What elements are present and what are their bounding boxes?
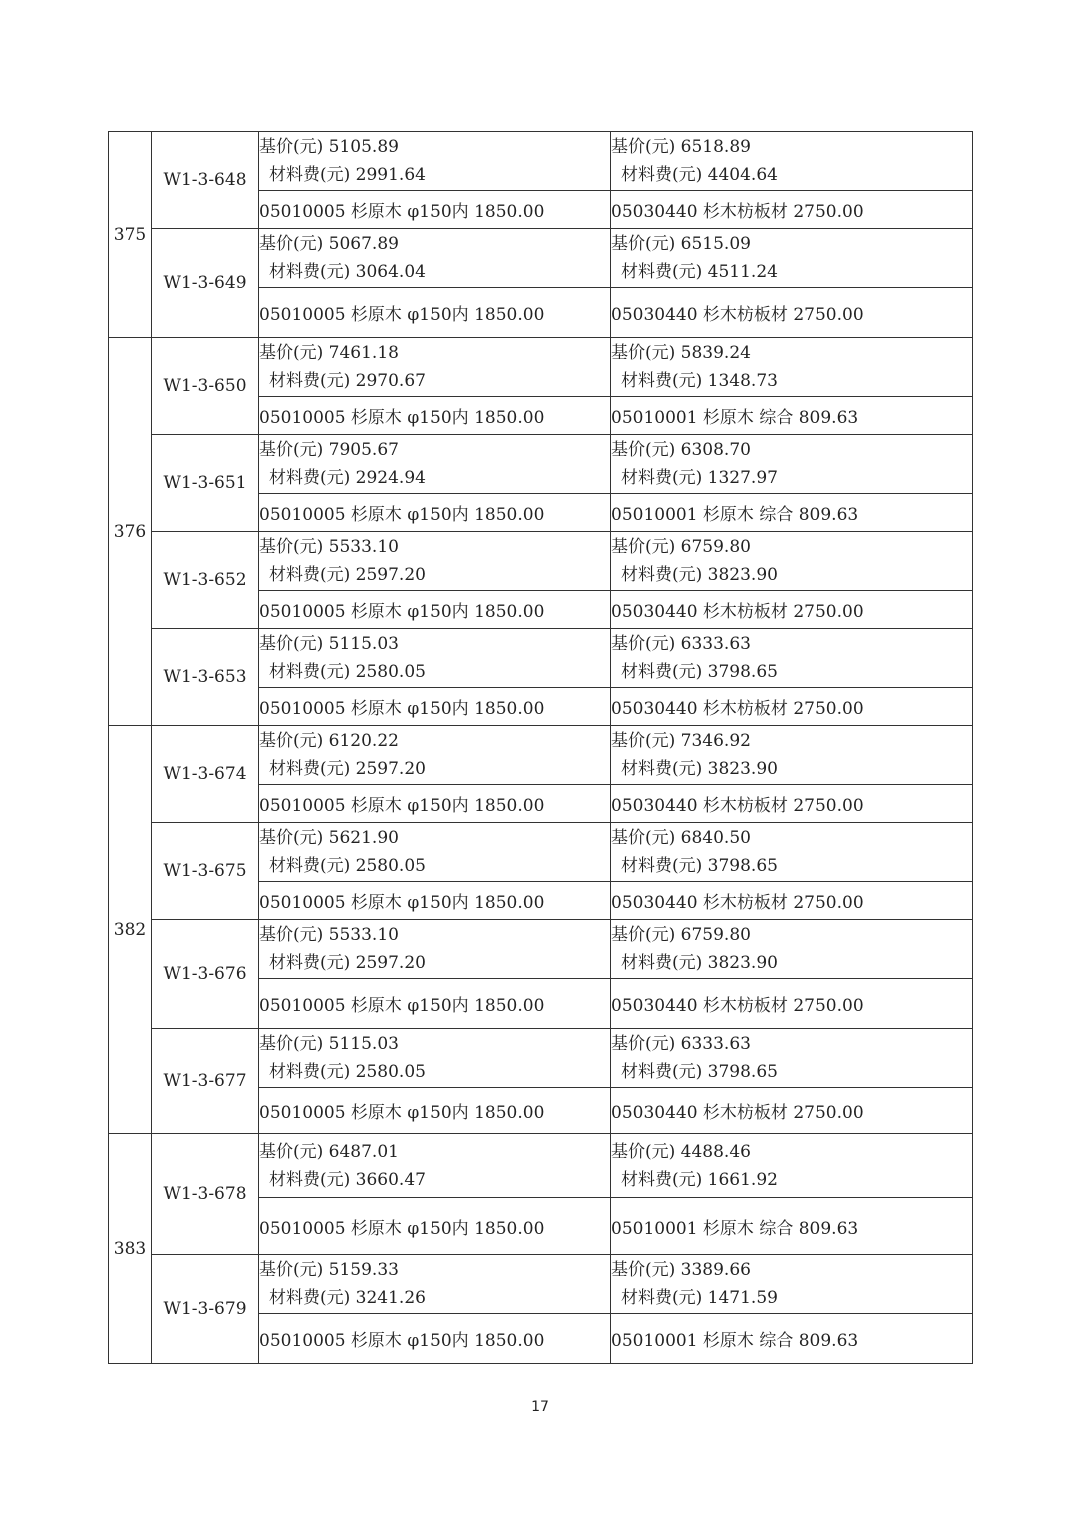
left-price-cell xyxy=(259,1029,611,1088)
right-material-item: 05010001 杉原木 综合 809.63 xyxy=(611,494,973,532)
group-number: 383 xyxy=(109,1134,152,1364)
right-material-cost: 材料费(元) 3823.90 xyxy=(621,953,778,973)
quota-code: W1-3-652 xyxy=(152,532,259,629)
right-price-cell xyxy=(611,726,973,785)
quota-code: W1-3-675 xyxy=(152,823,259,920)
right-base-price: 基价(元) 3389.66 xyxy=(611,1260,751,1280)
right-material-cost: 材料费(元) 1348.73 xyxy=(621,371,778,391)
left-price-cell xyxy=(259,726,611,785)
quota-code: W1-3-674 xyxy=(152,726,259,823)
right-base-price: 基价(元) 6333.63 xyxy=(611,634,751,654)
right-material-cost: 材料费(元) 3798.65 xyxy=(621,1062,778,1082)
entry-price-row xyxy=(109,229,973,288)
quota-code: W1-3-653 xyxy=(152,629,259,726)
entry-price-row xyxy=(109,532,973,591)
left-material-item: 05010005 杉原木 φ150内 1850.00 xyxy=(259,191,611,229)
left-material-item: 05010005 杉原木 φ150内 1850.00 xyxy=(259,1314,611,1364)
left-base-price: 基价(元) 5105.89 xyxy=(259,137,399,157)
right-material-cost: 材料费(元) 1471.59 xyxy=(621,1288,778,1308)
entry-price-row xyxy=(109,1255,973,1314)
left-material-cost: 材料费(元) 2597.20 xyxy=(269,953,426,973)
right-material-item: 05030440 杉木枋板材 2750.00 xyxy=(611,191,973,229)
quota-code: W1-3-677 xyxy=(152,1029,259,1134)
right-price-cell xyxy=(611,823,973,882)
left-base-price: 基价(元) 6487.01 xyxy=(259,1141,399,1162)
left-price-cell xyxy=(259,338,611,397)
right-base-price: 基价(元) 7346.92 xyxy=(611,731,751,751)
left-material-item: 05010005 杉原木 φ150内 1850.00 xyxy=(259,397,611,435)
right-price-cell xyxy=(611,229,973,288)
left-price-cell xyxy=(259,823,611,882)
left-material-cost: 材料费(元) 3241.26 xyxy=(269,1288,426,1308)
right-price-cell xyxy=(611,132,973,191)
right-base-price: 基价(元) 6759.80 xyxy=(611,925,751,945)
right-material-item: 05030440 杉木枋板材 2750.00 xyxy=(611,591,973,629)
left-material-item: 05010005 杉原木 φ150内 1850.00 xyxy=(259,688,611,726)
left-base-price: 基价(元) 5533.10 xyxy=(259,537,399,557)
entry-price-row xyxy=(109,726,973,785)
left-material-item: 05010005 杉原木 φ150内 1850.00 xyxy=(259,591,611,629)
right-price-cell xyxy=(611,629,973,688)
left-base-price: 基价(元) 5067.89 xyxy=(259,234,399,254)
right-material-item: 05030440 杉木枋板材 2750.00 xyxy=(611,688,973,726)
group-number: 376 xyxy=(109,338,152,726)
left-material-cost: 材料费(元) 3064.04 xyxy=(269,262,426,282)
group-number: 375 xyxy=(109,132,152,338)
right-base-price: 基价(元) 6840.50 xyxy=(611,828,751,848)
left-material-cost: 材料费(元) 2597.20 xyxy=(269,759,426,779)
right-base-price: 基价(元) 5839.24 xyxy=(611,343,751,363)
quota-code: W1-3-679 xyxy=(152,1255,259,1364)
right-material-item: 05030440 杉木枋板材 2750.00 xyxy=(611,1088,973,1134)
left-price-cell xyxy=(259,132,611,191)
quota-code: W1-3-648 xyxy=(152,132,259,229)
left-base-price: 基价(元) 5533.10 xyxy=(259,925,399,945)
quota-table-body xyxy=(109,132,973,1364)
right-base-price: 基价(元) 6518.89 xyxy=(611,137,751,157)
left-price-cell xyxy=(259,629,611,688)
entry-price-row xyxy=(109,338,973,397)
left-price-cell xyxy=(259,1134,611,1198)
right-material-cost: 材料费(元) 1661.92 xyxy=(621,1169,778,1190)
entry-price-row xyxy=(109,132,973,191)
right-material-item: 05010001 杉原木 综合 809.63 xyxy=(611,1198,973,1255)
right-base-price: 基价(元) 6759.80 xyxy=(611,537,751,557)
right-base-price: 基价(元) 6515.09 xyxy=(611,234,751,254)
right-price-cell xyxy=(611,435,973,494)
quota-table xyxy=(108,131,973,1364)
right-price-cell xyxy=(611,920,973,979)
group-number: 382 xyxy=(109,726,152,1134)
right-material-item: 05030440 杉木枋板材 2750.00 xyxy=(611,979,973,1029)
right-price-cell xyxy=(611,1029,973,1088)
right-material-item: 05030440 杉木枋板材 2750.00 xyxy=(611,882,973,920)
left-material-cost: 材料费(元) 2924.94 xyxy=(269,468,426,488)
left-base-price: 基价(元) 6120.22 xyxy=(259,731,399,751)
left-material-cost: 材料费(元) 2580.05 xyxy=(269,856,426,876)
left-material-cost: 材料费(元) 2991.64 xyxy=(269,165,426,185)
left-base-price: 基价(元) 7461.18 xyxy=(259,343,399,363)
left-base-price: 基价(元) 5115.03 xyxy=(259,634,399,654)
left-price-cell xyxy=(259,1255,611,1314)
left-price-cell xyxy=(259,920,611,979)
entry-price-row xyxy=(109,920,973,979)
left-material-item: 05010005 杉原木 φ150内 1850.00 xyxy=(259,882,611,920)
left-material-item: 05010005 杉原木 φ150内 1850.00 xyxy=(259,288,611,338)
quota-code: W1-3-678 xyxy=(152,1134,259,1255)
right-material-item: 05030440 杉木枋板材 2750.00 xyxy=(611,785,973,823)
right-base-price: 基价(元) 6308.70 xyxy=(611,440,751,460)
left-base-price: 基价(元) 5621.90 xyxy=(259,828,399,848)
left-material-cost: 材料费(元) 2970.67 xyxy=(269,371,426,391)
left-base-price: 基价(元) 7905.67 xyxy=(259,440,399,460)
left-material-item: 05010005 杉原木 φ150内 1850.00 xyxy=(259,979,611,1029)
entry-price-row xyxy=(109,823,973,882)
right-price-cell xyxy=(611,532,973,591)
right-price-cell xyxy=(611,338,973,397)
quota-code: W1-3-650 xyxy=(152,338,259,435)
right-material-cost: 材料费(元) 3798.65 xyxy=(621,662,778,682)
right-base-price: 基价(元) 4488.46 xyxy=(611,1141,751,1162)
right-material-cost: 材料费(元) 4511.24 xyxy=(621,262,778,282)
right-material-item: 05030440 杉木枋板材 2750.00 xyxy=(611,288,973,338)
right-material-cost: 材料费(元) 1327.97 xyxy=(621,468,778,488)
left-material-cost: 材料费(元) 3660.47 xyxy=(269,1169,426,1190)
left-material-item: 05010005 杉原木 φ150内 1850.00 xyxy=(259,1088,611,1134)
quota-code: W1-3-676 xyxy=(152,920,259,1029)
entry-price-row xyxy=(109,435,973,494)
left-price-cell xyxy=(259,229,611,288)
right-material-cost: 材料费(元) 3798.65 xyxy=(621,856,778,876)
left-material-item: 05010005 杉原木 φ150内 1850.00 xyxy=(259,494,611,532)
left-price-cell xyxy=(259,435,611,494)
left-material-cost: 材料费(元) 2597.20 xyxy=(269,565,426,585)
right-material-cost: 材料费(元) 3823.90 xyxy=(621,759,778,779)
right-material-item: 05010001 杉原木 综合 809.63 xyxy=(611,397,973,435)
right-price-cell xyxy=(611,1255,973,1314)
entry-price-row xyxy=(109,1134,973,1198)
entry-price-row xyxy=(109,629,973,688)
right-material-item: 05010001 杉原木 综合 809.63 xyxy=(611,1314,973,1364)
left-material-cost: 材料费(元) 2580.05 xyxy=(269,662,426,682)
left-material-item: 05010005 杉原木 φ150内 1850.00 xyxy=(259,785,611,823)
page-number: 17 xyxy=(531,1399,549,1415)
left-material-item: 05010005 杉原木 φ150内 1850.00 xyxy=(259,1198,611,1255)
entry-price-row xyxy=(109,1029,973,1088)
left-base-price: 基价(元) 5159.33 xyxy=(259,1260,399,1280)
quota-code: W1-3-651 xyxy=(152,435,259,532)
left-price-cell xyxy=(259,532,611,591)
quota-code: W1-3-649 xyxy=(152,229,259,338)
right-material-cost: 材料费(元) 4404.64 xyxy=(621,165,778,185)
left-material-cost: 材料费(元) 2580.05 xyxy=(269,1062,426,1082)
left-base-price: 基价(元) 5115.03 xyxy=(259,1034,399,1054)
right-material-cost: 材料费(元) 3823.90 xyxy=(621,565,778,585)
right-price-cell xyxy=(611,1134,973,1198)
right-base-price: 基价(元) 6333.63 xyxy=(611,1034,751,1054)
